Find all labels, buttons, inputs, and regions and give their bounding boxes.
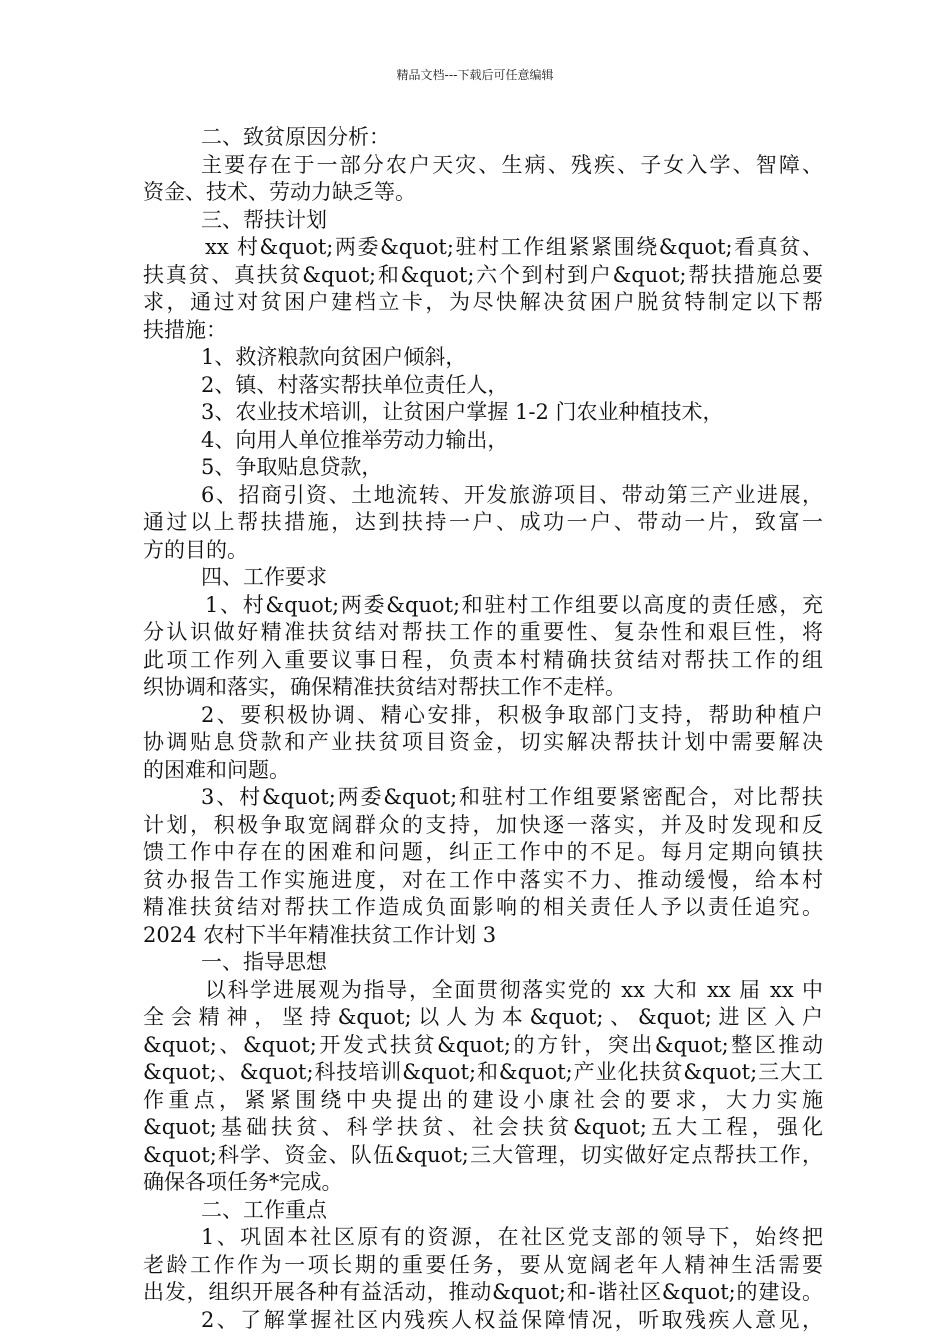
paragraph-line: &quot;、&quot;开发式扶贫&quot;的方针，突出&quot;整区推动 xyxy=(143,1032,823,1057)
list-item: 3、农业技术培训，让贫困户掌握 1-2 门农业种植技术， xyxy=(201,400,724,424)
paragraph-line: 3、村&quot;两委&quot;和驻村工作组要紧密配合，对比帮扶 xyxy=(201,785,823,809)
list-item: 6、招商引资、土地流转、开发旅游项目、带动第三产业进展， xyxy=(201,482,823,507)
document-subtitle: 2024 农村下半年精准扶贫工作计划 3 xyxy=(143,922,497,947)
paragraph-line: xx 村&quot;两委&quot;驻村工作组紧紧围绕&quot;看真贫、 xyxy=(205,235,823,259)
section-heading: 二、致贫原因分析： xyxy=(201,125,390,149)
paragraph-line: 馈工作中存在的困难和问题，纠正工作中的不足。每月定期向镇扶 xyxy=(143,840,823,864)
paragraph-line: 贫办报告工作实施进度，对在工作中落实不力、推动缓慢，给本村 xyxy=(143,867,823,892)
paragraph-line: 1、巩固本社区原有的资源，在社区党支部的领导下，始终把 xyxy=(201,1225,823,1249)
section-heading: 三、帮扶计划 xyxy=(201,207,327,232)
paragraph-line: 扶真贫、真扶贫&quot;和&quot;六个到村到户&quot;帮扶措施总要 xyxy=(143,262,823,287)
paragraph-line: 1、村&quot;两委&quot;和驻村工作组要以高度的责任感，充 xyxy=(205,592,823,617)
list-item: 1、救济粮款向贫困户倾斜， xyxy=(201,345,467,369)
paragraph-line: &quot;科学、资金、队伍&quot;三大管理，切实做好定点帮扶工作， xyxy=(143,1142,823,1167)
paragraph-line: 全 会 精 神 ， 坚 持 &quot; 以 人 为 本 &quot; 、 &quot; 进 区 入 户 xyxy=(143,1005,823,1029)
paragraph-line: 主要存在于一部分农户天灾、生病、残疾、子女入学、智障、 xyxy=(201,152,823,177)
section-heading: 二、工作重点 xyxy=(201,1197,327,1222)
paragraph-line: 资金、技术、劳动力缺乏等。 xyxy=(143,180,416,204)
paragraph-line: 计划，积极争取宽阔群众的支持，加快逐一落实，并及时发现和反 xyxy=(143,812,823,837)
paragraph-line: 通过以上帮扶措施，达到扶持一户、成功一户、带动一片，致富一 xyxy=(143,510,823,534)
section-heading: 一、指导思想 xyxy=(201,950,327,974)
paragraph-line: 扶措施： xyxy=(143,317,227,342)
list-item: 4、向用人单位推举劳动力输出， xyxy=(201,427,509,452)
paragraph-line: 作重点，紧紧围绕中央提出的建设小康社会的要求，大力实施 xyxy=(143,1087,823,1112)
paragraph-line: &quot;基础扶贫、科学扶贫、社会扶贫&quot;五大工程，强化 xyxy=(143,1115,823,1139)
section-heading: 四、工作要求 xyxy=(201,565,327,589)
paragraph-line: 确保各项任务*完成。 xyxy=(143,1170,343,1194)
paragraph-line: 老龄工作作为一项长期的重要任务，要从宽阔老年人精神生活需要 xyxy=(143,1252,823,1277)
paragraph-line: 精准扶贫结对帮扶工作造成负面影响的相关责任人予以责任追究。 xyxy=(143,895,823,919)
paragraph-line: 求，通过对贫困户建档立卡，为尽快解决贫困户脱贫特制定以下帮 xyxy=(143,290,823,314)
paragraph-line: 方的目的。 xyxy=(143,537,248,562)
page-header: 精品文档---下载后可任意编辑 xyxy=(396,68,554,82)
paragraph-line: 此项工作列入重要议事日程，负责本村精确扶贫结对帮扶工作的组 xyxy=(143,647,823,672)
paragraph-line: 以科学进展观为指导，全面贯彻落实党的 xx 大和 xx 届 xx 中 xyxy=(205,977,823,1002)
paragraph-line: 织协调和落实，确保精准扶贫结对帮扶工作不走样。 xyxy=(143,675,626,699)
list-item: 5、争取贴息贷款， xyxy=(201,455,383,479)
paragraph-line: 2、要积极协调、精心安排，积极争取部门支持，帮助种植户 xyxy=(201,702,823,727)
paragraph-line: 出发，组织开展各种有益活动，推动&quot;和-谐社区&quot;的建设。 xyxy=(143,1280,823,1304)
paragraph-line: &quot;、&quot;科技培训&quot;和&quot;产业化扶贫&quot;三大工 xyxy=(143,1060,823,1084)
paragraph-line: 的困难和问题。 xyxy=(143,757,290,782)
paragraph-line: 分认识做好精准扶贫结对帮扶工作的重要性、复杂性和艰巨性，将 xyxy=(143,620,823,644)
paragraph-line: 2、了解掌握社区内残疾人权益保障情况，听取残疾人意见， xyxy=(201,1307,823,1332)
paragraph-line: 协调贴息贷款和产业扶贫项目资金，切实解决帮扶计划中需要解决 xyxy=(143,730,823,754)
list-item: 2、镇、村落实帮扶单位责任人， xyxy=(201,372,509,397)
document-body xyxy=(143,124,823,1334)
